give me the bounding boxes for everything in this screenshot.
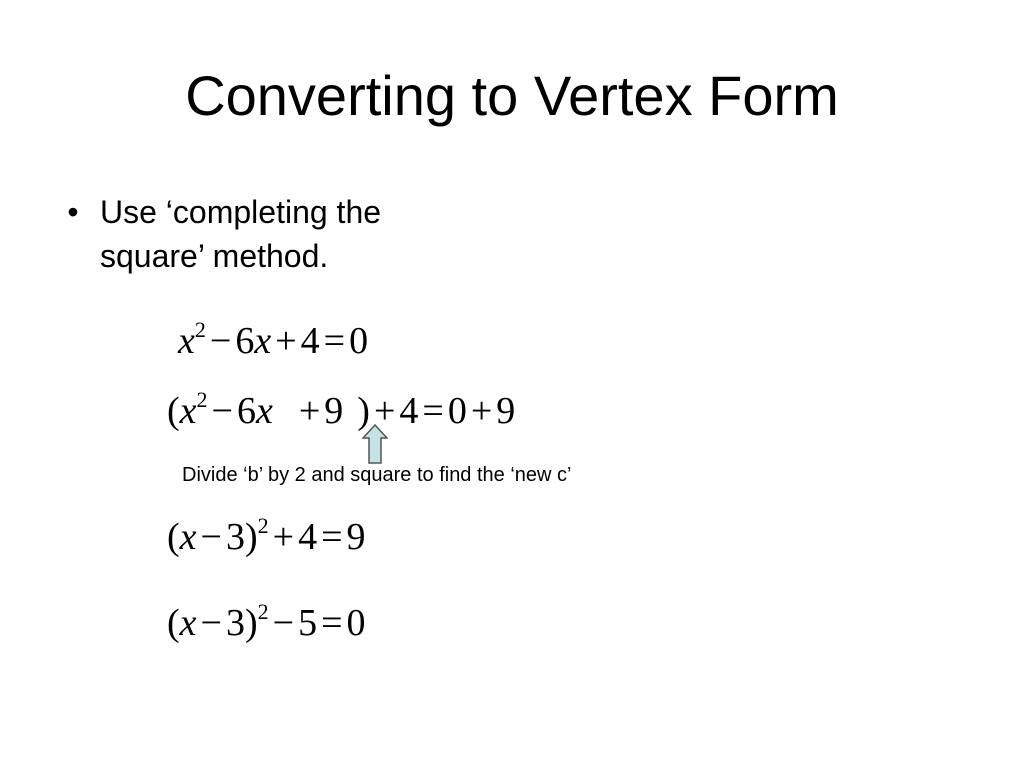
equation-vertex-form (167, 600, 366, 646)
bullet-item (58, 190, 478, 278)
bullet-text: Use ‘completing the square’ method. (100, 194, 382, 274)
eq4-h: 3 (225, 602, 245, 644)
eq4-equals: = (321, 602, 343, 644)
eq2-open-paren: ( (167, 390, 180, 432)
eq2-plus-added: + (298, 390, 321, 432)
eq2-coefficient: 6 (236, 390, 256, 432)
eq2-constant: 4 (399, 390, 419, 432)
up-arrow-shape (363, 425, 387, 463)
eq3-minus: − (200, 516, 222, 558)
slide-title: Converting to Vertex Form (185, 64, 839, 127)
eq1-equals: = (323, 320, 346, 362)
eq4-open-paren: ( (167, 602, 180, 644)
eq3-rhs: 9 (346, 516, 366, 558)
eq2-plus: + (373, 390, 396, 432)
eq4-close-paren: ) (244, 602, 258, 644)
eq4-minus-const: − (272, 602, 295, 644)
eq1-variable: x (178, 320, 195, 362)
eq2-variable-linear: x (255, 390, 273, 432)
eq3-exponent: 2 (257, 513, 269, 538)
bullet-list (58, 190, 478, 278)
eq3-open-paren: ( (167, 516, 180, 558)
eq4-constant: 5 (298, 602, 318, 644)
eq2-variable: x (179, 390, 197, 432)
eq1-variable-linear: x (254, 320, 272, 362)
up-arrow-icon (362, 424, 388, 464)
eq1-plus: + (275, 320, 297, 362)
eq1-exponent: 2 (194, 317, 206, 342)
eq4-rhs: 0 (346, 602, 366, 644)
eq2-minus: − (211, 390, 233, 432)
equation-factored (167, 514, 366, 560)
eq3-equals: = (321, 516, 343, 558)
eq3-h: 3 (225, 516, 245, 558)
equation-original (178, 318, 368, 364)
eq3-constant: 4 (298, 516, 318, 558)
eq2-rhs-plus: + (470, 390, 493, 432)
eq3-close-paren: ) (244, 516, 258, 558)
hint-text: Divide ‘b’ by 2 and square to find the ‘new c’ (182, 464, 572, 486)
eq1-constant: 4 (300, 320, 320, 362)
eq3-plus: + (272, 516, 295, 558)
eq2-exponent: 2 (196, 387, 208, 412)
eq2-added-term: 9 (324, 390, 344, 432)
eq4-minus: − (200, 602, 222, 644)
eq1-rhs: 0 (349, 320, 369, 362)
eq2-rhs-zero: 0 (447, 390, 467, 432)
eq2-rhs-nine: 9 (496, 390, 516, 432)
eq2-equals: = (422, 390, 444, 432)
bullet-dot-icon: • (67, 194, 79, 230)
equation-completing-square (167, 388, 515, 434)
eq4-variable: x (179, 602, 197, 644)
eq2-close-paren: ) (357, 390, 370, 432)
eq1-coefficient: 6 (235, 320, 255, 362)
eq3-variable: x (179, 516, 197, 558)
eq4-exponent: 2 (257, 599, 269, 624)
eq1-minus: − (209, 320, 232, 362)
